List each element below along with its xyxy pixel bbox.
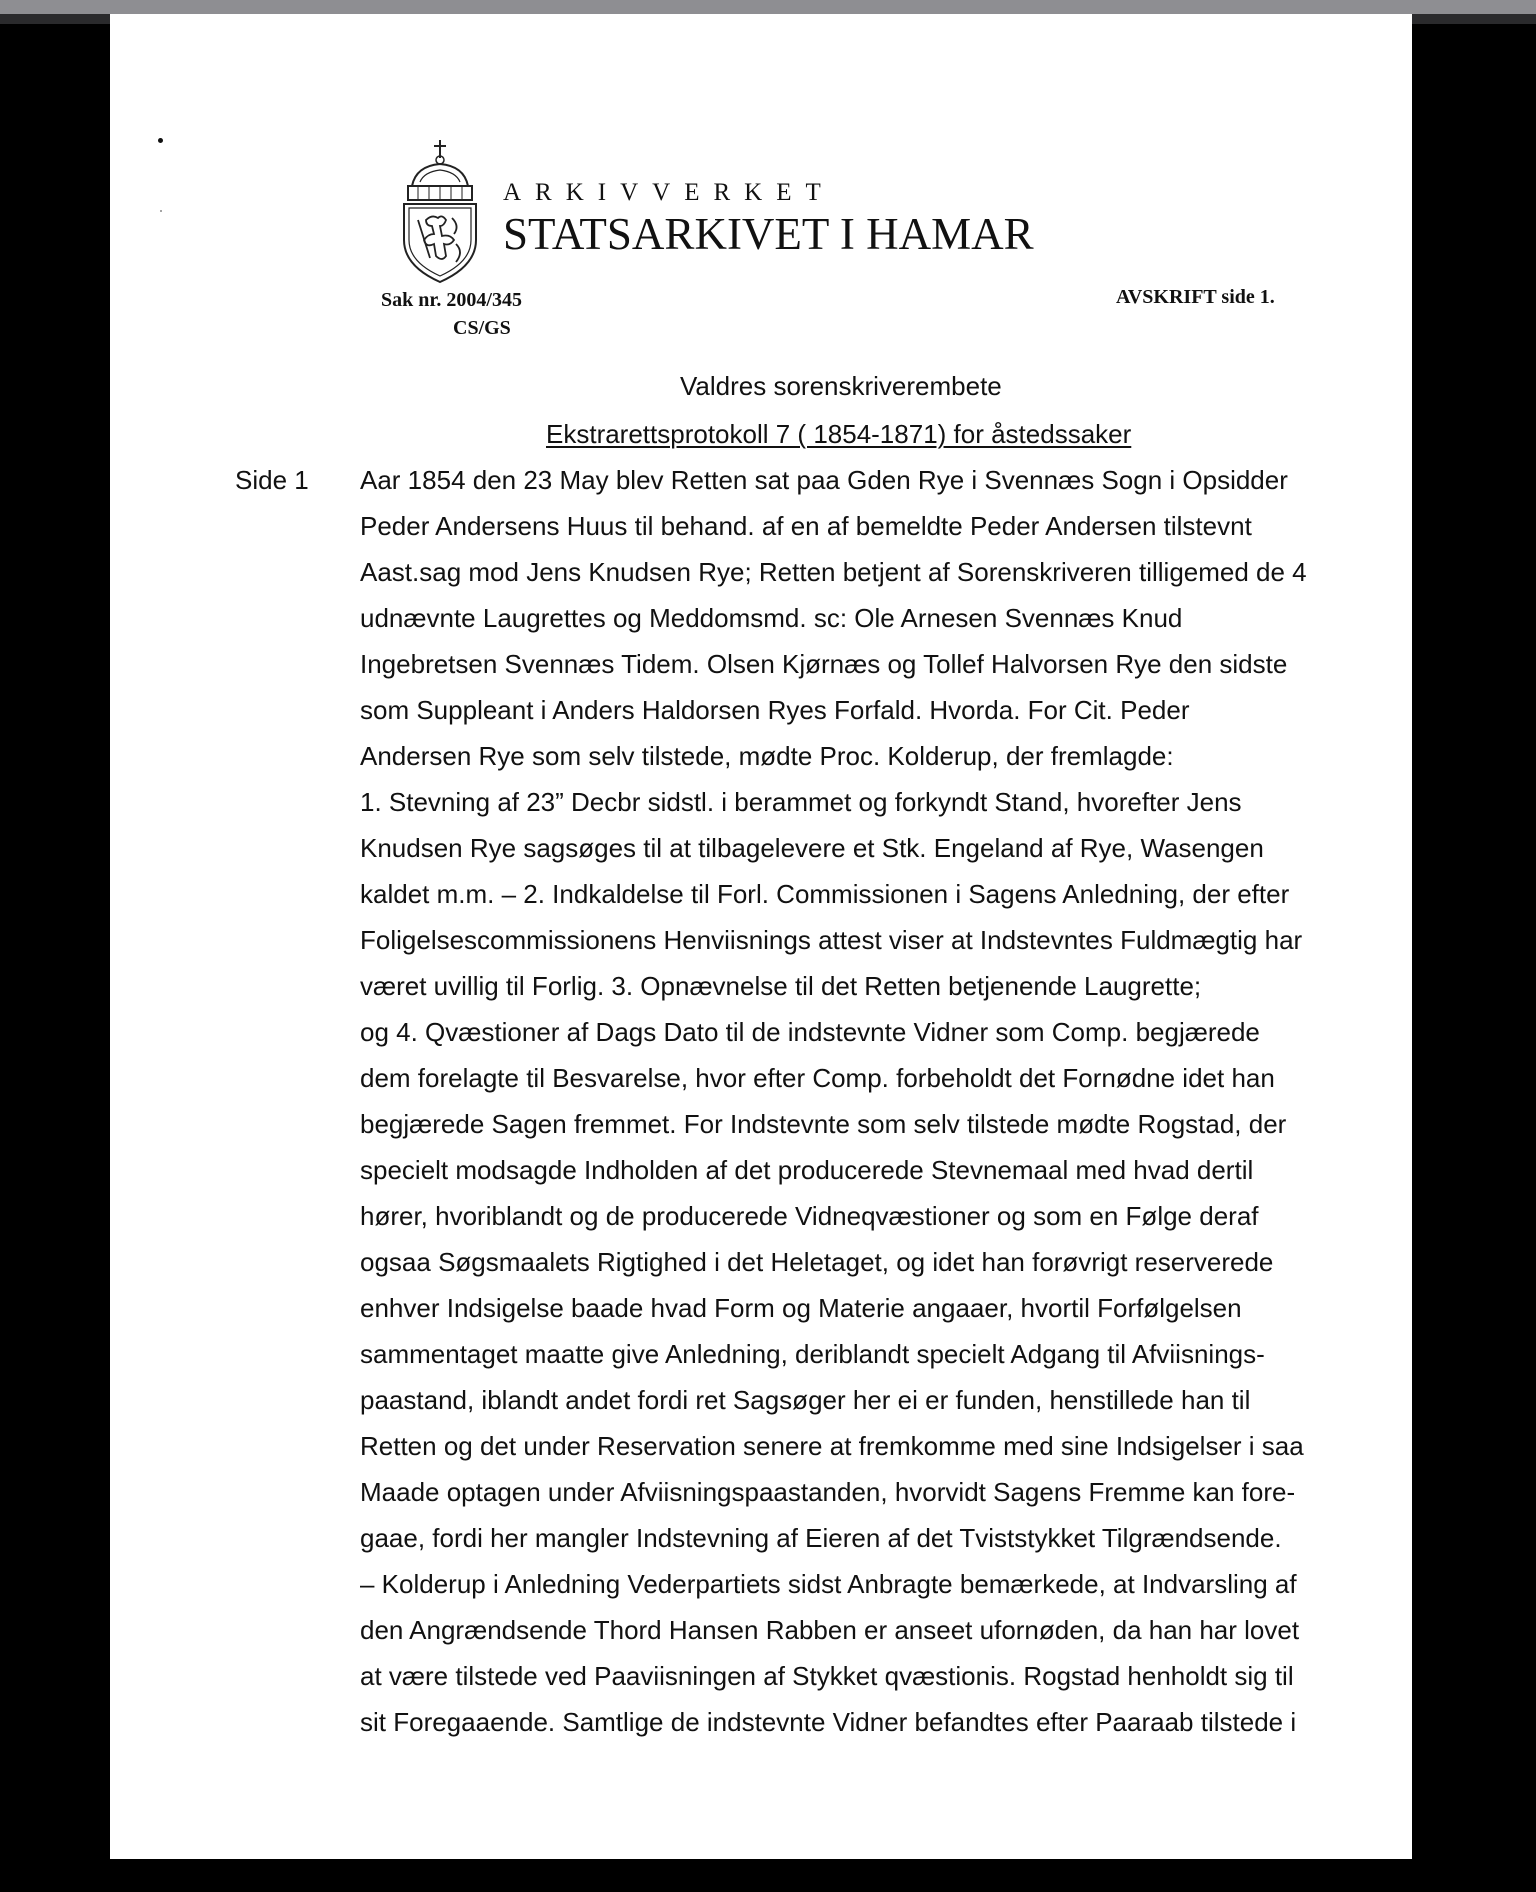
transcript-line: Andersen Rye som selv tilstede, mødte Proc. Kolderup, der fremlagde: [360, 741, 1174, 771]
transcript-body [360, 465, 1370, 1753]
case-number-block [381, 286, 522, 342]
coat-of-arms-lion-icon [396, 136, 484, 286]
organization-sub: ARKIVVERKET [503, 179, 835, 206]
transcript-line: sammentaget maatte give Anledning, deriblandt specielt Adgang til Afviisnings- [360, 1339, 1265, 1369]
document-subtitle: Ekstrarettsprotokoll 7 ( 1854-1871) for åstedssaker [546, 419, 1132, 449]
scan-speck [158, 138, 163, 143]
scan-speck [160, 210, 162, 212]
transcript-line: og 4. Qvæstioner af Dags Dato til de indstevnte Vidner som Comp. begjærede [360, 1017, 1260, 1047]
document-page [110, 14, 1412, 1859]
transcript-line: gaae, fordi her mangler Indstevning af Eieren af det Tviststykket Tilgrændsende. [360, 1523, 1282, 1553]
side-label: Side 1 [235, 465, 309, 495]
document-title: Valdres sorenskriverembete [680, 371, 1002, 401]
transcript-line: begjærede Sagen fremmet. For Indstevnte som selv tilstede mødte Rogstad, der [360, 1109, 1287, 1139]
transcript-line: 1. Stevning af 23” Decbr sidstl. i berammet og forkyndt Stand, hvorefter Jens [360, 787, 1242, 817]
transcript-line: Ingebretsen Svennæs Tidem. Olsen Kjørnæs og Tollef Halvorsen Rye den sidste [360, 649, 1288, 679]
transcript-line: paastand, iblandt andet fordi ret Sagsøger her ei er funden, henstillede han til [360, 1385, 1251, 1415]
transcript-line: – Kolderup i Anledning Vederpartiets sidst Anbragte bemærkede, at Indvarsling af [360, 1569, 1297, 1599]
transcript-line: Aar 1854 den 23 May blev Retten sat paa Gden Rye i Svennæs Sogn i Opsidder [360, 465, 1288, 495]
case-code: CS/GS [453, 317, 511, 339]
transcript-line: udnævnte Laugrettes og Meddomsmd. sc: Ole Arnesen Svennæs Knud [360, 603, 1183, 633]
transcript-line: specielt modsagde Indholden af det producerede Stevnemaal med hvad dertil [360, 1155, 1254, 1185]
transcript-line: Peder Andersens Huus til behand. af en af bemeldte Peder Andersen tilstevnt [360, 511, 1252, 541]
transcript-line: Knudsen Rye sagsøges til at tilbagelevere et Stk. Engeland af Rye, Wasengen [360, 833, 1264, 863]
transcript-line: den Angrændsende Thord Hansen Rabben er anseet ufornøden, da han har lovet [360, 1615, 1300, 1645]
organization-name: STATSARKIVET I HAMAR [503, 209, 1034, 259]
transcript-line: at være tilstede ved Paaviisningen af Stykket qvæstionis. Rogstad henholdt sig til [360, 1661, 1294, 1691]
transcript-line: Maade optagen under Afviisningspaastanden, hvorvidt Sagens Fremme kan fore- [360, 1477, 1296, 1507]
transcript-line: Retten og det under Reservation senere at fremkomme med sine Indsigelser i saa [360, 1431, 1304, 1461]
transcript-line: som Suppleant i Anders Haldorsen Ryes Forfald. Hvorda. For Cit. Peder [360, 695, 1190, 725]
case-number: Sak nr. 2004/345 [381, 289, 522, 311]
transcript-line: hører, hvoriblandt og de producerede Vidneqvæstioner og som en Følge deraf [360, 1201, 1259, 1231]
transcript-line: sit Foregaaende. Samtlige de indstevnte Vidner befandtes efter Paaraab tilstede i [360, 1707, 1297, 1737]
transcript-line: enhver Indsigelse baade hvad Form og Materie angaaer, hvortil Forfølgelsen [360, 1293, 1242, 1323]
transcript-line: ogsaa Søgsmaalets Rigtighed i det Heletaget, og idet han forøvrigt reserverede [360, 1247, 1274, 1277]
transcript-line: været uvillig til Forlig. 3. Opnævnelse til det Retten betjenende Laugrette; [360, 971, 1202, 1001]
transcript-line: dem forelagte til Besvarelse, hvor efter Comp. forbeholdt det Fornødne idet han [360, 1063, 1275, 1093]
transcript-line: kaldet m.m. – 2. Indkaldelse til Forl. Commissionen i Sagens Anledning, der efter [360, 879, 1290, 909]
page-reference: AVSKRIFT side 1. [1116, 286, 1275, 308]
transcript-line: Foligelsescommissionens Henviisnings attest viser at Indstevntes Fuldmægtig har [360, 925, 1303, 955]
scan-border-top [0, 0, 1536, 14]
transcript-line: Aast.sag mod Jens Knudsen Rye; Retten betjent af Sorenskriveren tilligemed de 4 [360, 557, 1307, 587]
